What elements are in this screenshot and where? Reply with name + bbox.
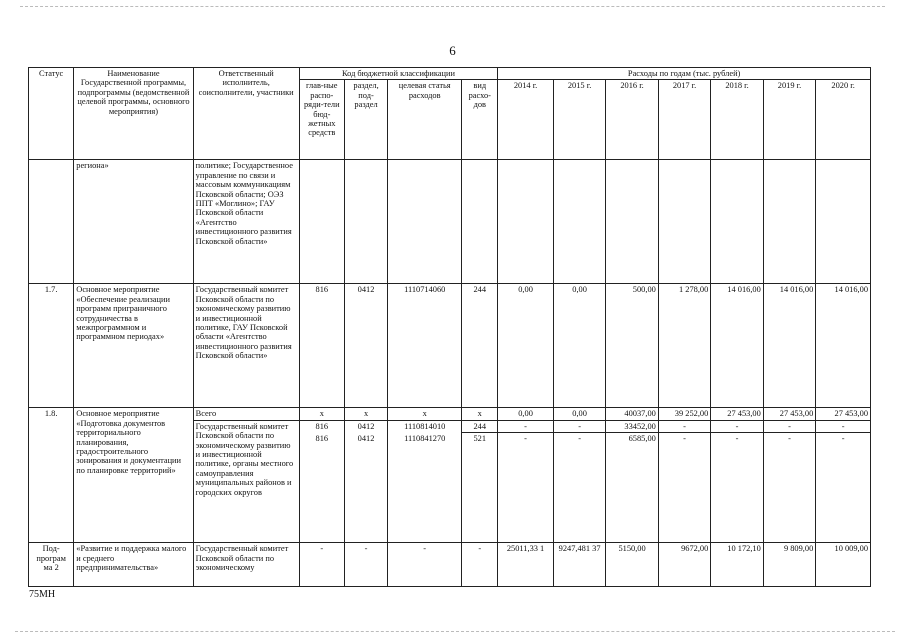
cell-2019: - [763,420,815,432]
cell-2019: 9 809,00 [763,543,815,587]
header-grbs: глав-ные распо-ряди-тели бюд-жетных средств [299,80,344,160]
header-year: 2018 г. [711,80,763,160]
cell-2016: 40037,00 [606,408,658,420]
cell-2017: - [658,420,710,432]
header-section: раздел, под-раздел [344,80,387,160]
row-total-label: Всего [193,408,299,420]
cell-2014: - [498,420,554,432]
cell-kind: 244 [462,420,498,432]
cell-section: - [344,543,387,587]
cell-section: х [344,408,387,420]
row-name: «Развитие и поддержка малого и среднего предпринимательства» [74,543,193,587]
cell-2019: 14 016,00 [763,284,815,408]
cell-2014: 25011,33 1 [498,543,554,587]
row-status: Под-програм ма 2 [29,543,74,587]
header-executor: Ответственный исполнитель, соисполнители, участники [193,68,299,160]
cell-grbs: 816 [299,420,344,432]
row-executor: Государственный комитет Псковской области по экономическому развитию и инвестиционной политике, ГАУ Псковской области «Агентство инвестиционного развития Псковской области» [193,284,299,408]
cell-2018: 10 172,10 [711,543,763,587]
table-row [29,284,871,408]
cell-grbs: х [299,408,344,420]
cell-2014: 0,00 [498,408,554,420]
header-year: 2015 г. [553,80,605,160]
cell-2017: 9672,00 [658,543,710,587]
scan-edge-top [20,6,885,7]
cell-kind: 244 [462,284,498,408]
header-name: Наименование Государственной программы, подпрограммы (ведомственной целевой программы, основного мероприятия) [74,68,193,160]
table-row [29,408,871,420]
cell-2017: 1 278,00 [658,284,710,408]
cell-2016: 6585,00 [606,433,658,543]
cell-grbs: - [299,543,344,587]
row-executor: Государственный комитет Псковской области по экономическому развитию и инвестиционной политике, органы местного самоуправления муниципальных районов и городских округов [193,420,299,542]
cell-2015: 9247,481 37 [553,543,605,587]
cell-target: х [388,408,462,420]
header-row-1 [29,68,871,80]
header-year: 2014 г. [498,80,554,160]
cell-2015: 0,00 [553,408,605,420]
budget-table [28,67,871,587]
cell-2020: 10 009,00 [816,543,871,587]
cell-target: 1110714060 [388,284,462,408]
header-year: 2019 г. [763,80,815,160]
cell-2015: - [553,420,605,432]
cell-target: 1110814010 [388,420,462,432]
table-row [29,543,871,587]
row-status: 1.7. [29,284,74,408]
page-number: 6 [449,43,456,58]
header-target: целевая статья расходов [388,80,462,160]
row-status: 1.8. [29,408,74,543]
cell-2016: 5150,00 [606,543,658,587]
cell-target: 1110841270 [388,433,462,543]
header-status: Статус [29,68,74,160]
scan-edge-bottom [15,631,895,632]
cell-section: 0412 [344,420,387,432]
header-kind: вид расхо-дов [462,80,498,160]
cell-2018: - [711,420,763,432]
cell-2019: 27 453,00 [763,408,815,420]
cell-2020: 27 453,00 [816,408,871,420]
cell-section: 0412 [344,284,387,408]
cell-grbs: 816 [299,433,344,543]
row-executor: политике; Государственное управление по связи и массовым коммуникациям Псковской области; ОЭЗ ППТ «Моглино»; ГАУ Псковской области «Агентство инвестиционного развития Псковской области» [193,160,299,284]
cell-kind: х [462,408,498,420]
header-expenses: Расходы по годам (тыс. рублей) [498,68,871,80]
header-budget-code: Код бюджетной классификации [299,68,498,80]
header-year: 2016 г. [606,80,658,160]
cell-kind: 521 [462,433,498,543]
cell-2018: - [711,433,763,543]
cell-2017: 39 252,00 [658,408,710,420]
cell-2016: 500,00 [606,284,658,408]
row-name: Основное мероприятие «Подготовка документов территориального планирования, градостроительного зонирования и документации по планировке территорий» [74,408,193,543]
cell-2014: 0,00 [498,284,554,408]
header-year: 2017 г. [658,80,710,160]
header-year: 2020 г. [816,80,871,160]
cell-target: - [388,543,462,587]
cell-2020: - [816,420,871,432]
cell-kind: - [462,543,498,587]
cell-2017: - [658,433,710,543]
cell-2016: 33452,00 [606,420,658,432]
cell-2018: 14 016,00 [711,284,763,408]
cell-2020: 14 016,00 [816,284,871,408]
footer-code: 75МН [29,589,56,600]
cell-2019: - [763,433,815,543]
cell-2020: - [816,433,871,543]
cell-grbs: 816 [299,284,344,408]
row-name: региона» [74,160,193,284]
cell-section: 0412 [344,433,387,543]
cell-2014: - [498,433,554,543]
cell-2015: 0,00 [553,284,605,408]
cell-2018: 27 453,00 [711,408,763,420]
row-name: Основное мероприятие «Обеспечение реализации программ приграничного сотрудничества в межпрограммном и программном периодах» [74,284,193,408]
cell-2015: - [553,433,605,543]
table-row [29,160,871,284]
row-executor: Государственный комитет Псковской области по экономическому [193,543,299,587]
